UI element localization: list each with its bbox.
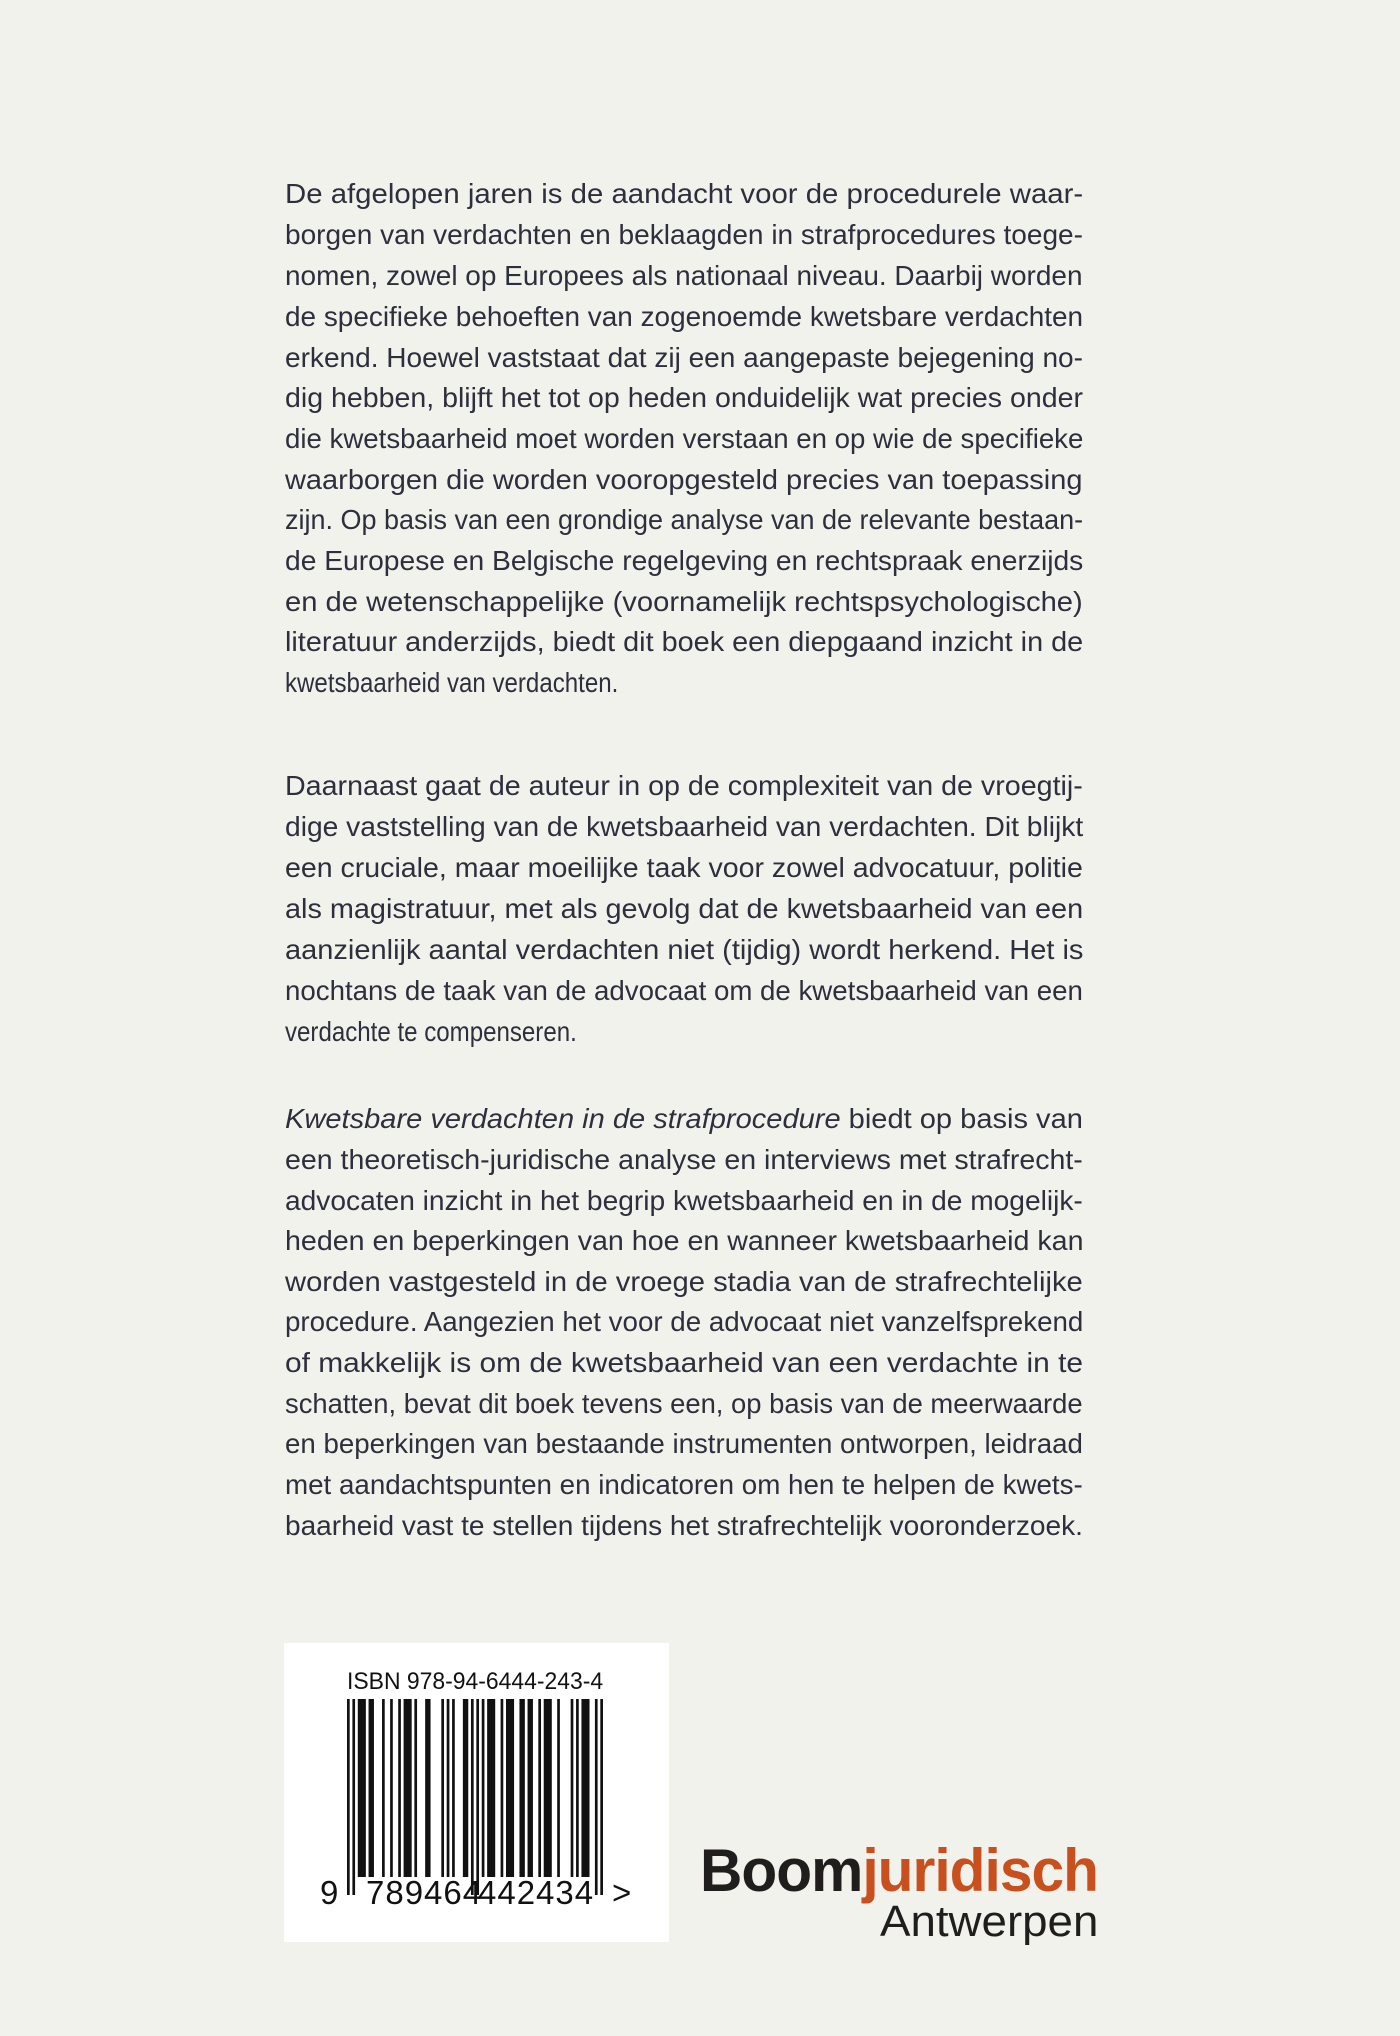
text-line bbox=[285, 1099, 1083, 1139]
text-line: een theoretisch-juridische analyse en interviews met strafrecht- bbox=[285, 1144, 1083, 1175]
barcode-guard-bar bbox=[347, 1699, 350, 1895]
barcode-guard-bar bbox=[352, 1699, 355, 1895]
text-line: worden vastgesteld in de vroege stadia van de strafrechtelijke bbox=[285, 1266, 1083, 1297]
text-line: De afgelopen jaren is de aandacht voor de procedurele waar- bbox=[285, 178, 1084, 209]
text-line: verdachte te compenseren. bbox=[285, 1016, 577, 1047]
publisher-logo bbox=[700, 1836, 1098, 1906]
barcode-bar bbox=[487, 1699, 495, 1877]
text-line: de Europese en Belgische regelgeving en rechtspraak enerzijds bbox=[285, 545, 1084, 576]
barcode-bar bbox=[519, 1699, 524, 1877]
barcode-bar bbox=[382, 1699, 385, 1877]
text-line: en beperkingen van bestaande instrumenten ontworpen, leidraad bbox=[285, 1428, 1083, 1459]
barcode-guard-bar bbox=[471, 1699, 474, 1895]
logo-boom: Boom bbox=[700, 1837, 863, 1904]
text-line: dige vaststelling van de kwetsbaarheid van verdachten. Dit blijkt bbox=[285, 811, 1084, 842]
book-title-italic: Kwetsbare verdachten in de strafprocedure bbox=[285, 1103, 841, 1134]
barcode-bar bbox=[390, 1699, 393, 1877]
barcode-guard-bar bbox=[476, 1699, 479, 1895]
barcode-digits-left: 789464 bbox=[366, 1874, 483, 1911]
barcode-digit-first: 9 bbox=[320, 1874, 340, 1911]
isbn-label: ISBN 978-94-6444-243-4 bbox=[347, 1668, 604, 1695]
text-line: baarheid vast te stellen tijdens het strafrechtelijk vooronderzoek. bbox=[285, 1510, 1083, 1541]
text-line: met aandachtspunten en indicatoren om hen te helpen de kwets- bbox=[285, 1469, 1083, 1500]
isbn-barcode bbox=[284, 1643, 669, 1942]
text-line: erkend. Hoewel vaststaat dat zij een aangepaste bejegening no- bbox=[285, 342, 1083, 373]
text-line: aanzienlijk aantal verdachten niet (tijdig) wordt herkend. Het is bbox=[285, 934, 1084, 965]
text-line: heden en beperkingen van hoe en wanneer kwetsbaarheid kan bbox=[285, 1225, 1084, 1256]
barcode-guard-bar bbox=[600, 1699, 603, 1895]
barcode-bar bbox=[358, 1699, 366, 1877]
barcode-bar bbox=[576, 1699, 579, 1877]
barcode-bar bbox=[482, 1699, 485, 1877]
barcode-bar bbox=[398, 1699, 401, 1877]
barcode-bar bbox=[369, 1699, 374, 1877]
text-line: en de wetenschappelijke (voornamelijk rechtspsychologische) bbox=[285, 586, 1083, 617]
text-line: een cruciale, maar moeilijke taak voor zowel advocatuur, politie bbox=[285, 852, 1083, 883]
barcode-bar bbox=[404, 1699, 412, 1877]
barcode-bar bbox=[441, 1699, 444, 1877]
barcode-guard-bar bbox=[595, 1699, 598, 1895]
barcode-bar bbox=[528, 1699, 533, 1877]
text-line: dig hebben, blijft het tot op heden onduidelijk wat precies onder bbox=[285, 382, 1083, 413]
barcode-bar bbox=[463, 1699, 468, 1877]
text-line: waarborgen die worden vooropgesteld precies van toepassing bbox=[285, 464, 1083, 495]
barcode-digits-right: 442434 bbox=[478, 1874, 595, 1911]
text-span: biedt op basis van bbox=[840, 1103, 1083, 1134]
publisher-location: Antwerpen bbox=[880, 1897, 1099, 1946]
barcode-bar bbox=[447, 1699, 450, 1877]
text-line: zijn. Op basis van een grondige analyse van de relevante bestaan- bbox=[285, 504, 1084, 535]
text-line: schatten, bevat dit boek tevens een, op basis van de meerwaarde bbox=[285, 1388, 1083, 1419]
logo-juridisch: juridisch bbox=[862, 1837, 1099, 1904]
barcode-bar bbox=[425, 1699, 430, 1877]
barcode-bar bbox=[571, 1699, 574, 1877]
text-line: of makkelijk is om de kwetsbaarheid van een verdachte in te bbox=[285, 1347, 1084, 1378]
text-line: literatuur anderzijds, biedt dit boek een diepgaand inzicht in de bbox=[285, 626, 1084, 657]
text-line: kwetsbaarheid van verdachten. bbox=[285, 667, 619, 698]
text-line: nomen, zowel op Europees als nationaal niveau. Daarbij worden bbox=[285, 260, 1083, 291]
barcode-bar bbox=[581, 1699, 589, 1877]
barcode-bar bbox=[557, 1699, 560, 1877]
text-line: procedure. Aangezien het voor de advocaat niet vanzelfsprekend bbox=[285, 1306, 1084, 1337]
text-line: nochtans de taak van de advocaat om de kwetsbaarheid van een bbox=[285, 975, 1083, 1006]
barcode-bar bbox=[501, 1699, 504, 1877]
text-line: de specifieke behoeften van zogenoemde kwetsbare verdachten bbox=[285, 301, 1084, 332]
text-line: die kwetsbaarheid moet worden verstaan en op wie de specifieke bbox=[285, 423, 1084, 454]
text-line: Daarnaast gaat de auteur in op de complexiteit van de vroegtij- bbox=[285, 770, 1083, 801]
barcode-bar bbox=[538, 1699, 541, 1877]
barcode-bar bbox=[544, 1699, 552, 1877]
barcode-bar bbox=[506, 1699, 514, 1877]
quiet-zone-marker: > bbox=[612, 1874, 633, 1911]
text-line: als magistratuur, met als gevolg dat de kwetsbaarheid van een bbox=[285, 893, 1084, 924]
barcode-bar bbox=[414, 1699, 417, 1877]
text-line: advocaten inzicht in het begrip kwetsbaarheid en in de mogelijk- bbox=[285, 1185, 1083, 1216]
text-line: borgen van verdachten en beklaagden in strafprocedures toege- bbox=[285, 219, 1083, 250]
barcode-bar bbox=[452, 1699, 455, 1877]
